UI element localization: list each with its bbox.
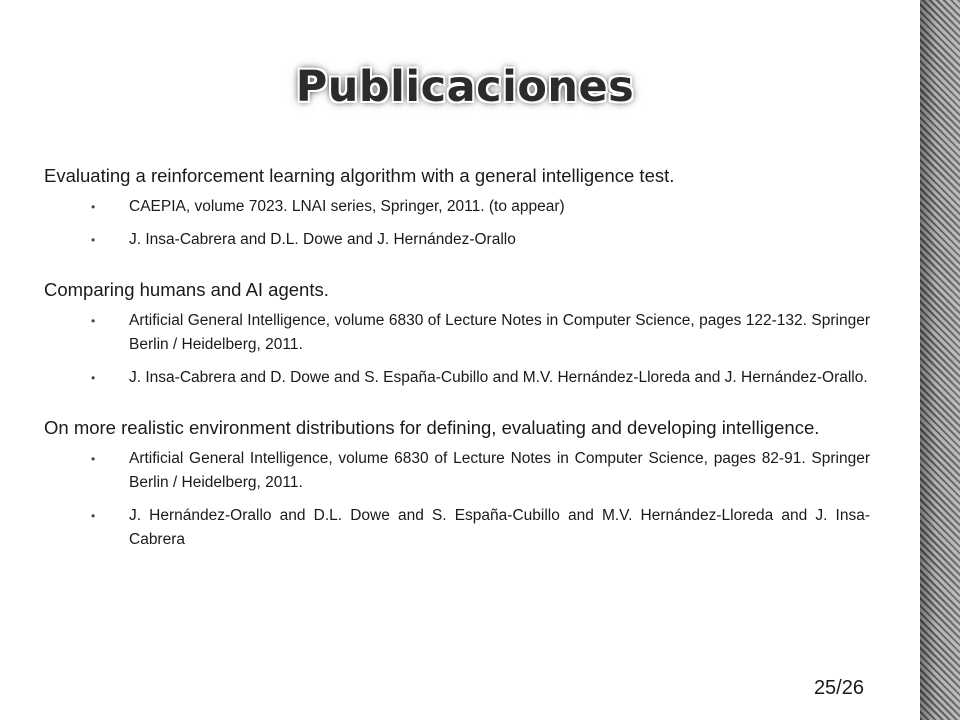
publication-authors-text: J. Insa-Cabrera and D. Dowe and S. España-Cubillo and M.V. Hernández-Lloreda and J. Hernández-Orallo. xyxy=(129,369,868,386)
publication-title: On more realistic environment distributions for defining, evaluating and developing intelligence. xyxy=(44,417,820,438)
publication-authors-text: J. Hernández-Orallo and D.L. Dowe and S. España-Cubillo and M.V. Hernández-Lloreda and J. Insa-Cabrera xyxy=(129,507,870,548)
publication-authors xyxy=(44,366,870,390)
publication-venue xyxy=(44,309,870,357)
bullet-icon: • xyxy=(91,200,96,214)
bullet-icon: • xyxy=(91,233,96,247)
publication-venue-text: Artificial General Intelligence, volume 6830 of Lecture Notes in Computer Science, pages 122-132. Springer Berlin / Heidelberg, 2011. xyxy=(129,312,870,353)
publication-3 xyxy=(44,414,870,552)
publication-details xyxy=(44,309,870,390)
decorative-side-border xyxy=(920,0,960,720)
publication-title: Comparing humans and AI agents. xyxy=(44,279,329,300)
publication-authors xyxy=(44,504,870,552)
slide-title: Publicaciones xyxy=(295,62,635,112)
bullet-icon: • xyxy=(91,314,96,328)
page-number: 25/26 xyxy=(813,677,864,699)
publication-authors xyxy=(44,228,870,252)
publication-venue-text: CAEPIA, volume 7023. LNAI series, Springer, 2011. (to appear) xyxy=(129,198,565,215)
publication-venue xyxy=(44,447,870,495)
publication-list xyxy=(44,162,870,576)
publication-details xyxy=(44,447,870,552)
bullet-icon: • xyxy=(91,452,96,466)
publication-1 xyxy=(44,162,870,252)
publication-details xyxy=(44,195,870,252)
bullet-icon: • xyxy=(91,371,96,385)
publication-authors-text: J. Insa-Cabrera and D.L. Dowe and J. Hernández-Orallo xyxy=(129,231,516,248)
publication-2 xyxy=(44,276,870,390)
publication-venue xyxy=(44,195,870,219)
publication-venue-text: Artificial General Intelligence, volume 6830 of Lecture Notes in Computer Science, pages 82-91. Springer Berlin / Heidelberg, 2011. xyxy=(129,450,870,491)
publication-title: Evaluating a reinforcement learning algorithm with a general intelligence test. xyxy=(44,165,675,186)
bullet-icon: • xyxy=(91,509,96,523)
